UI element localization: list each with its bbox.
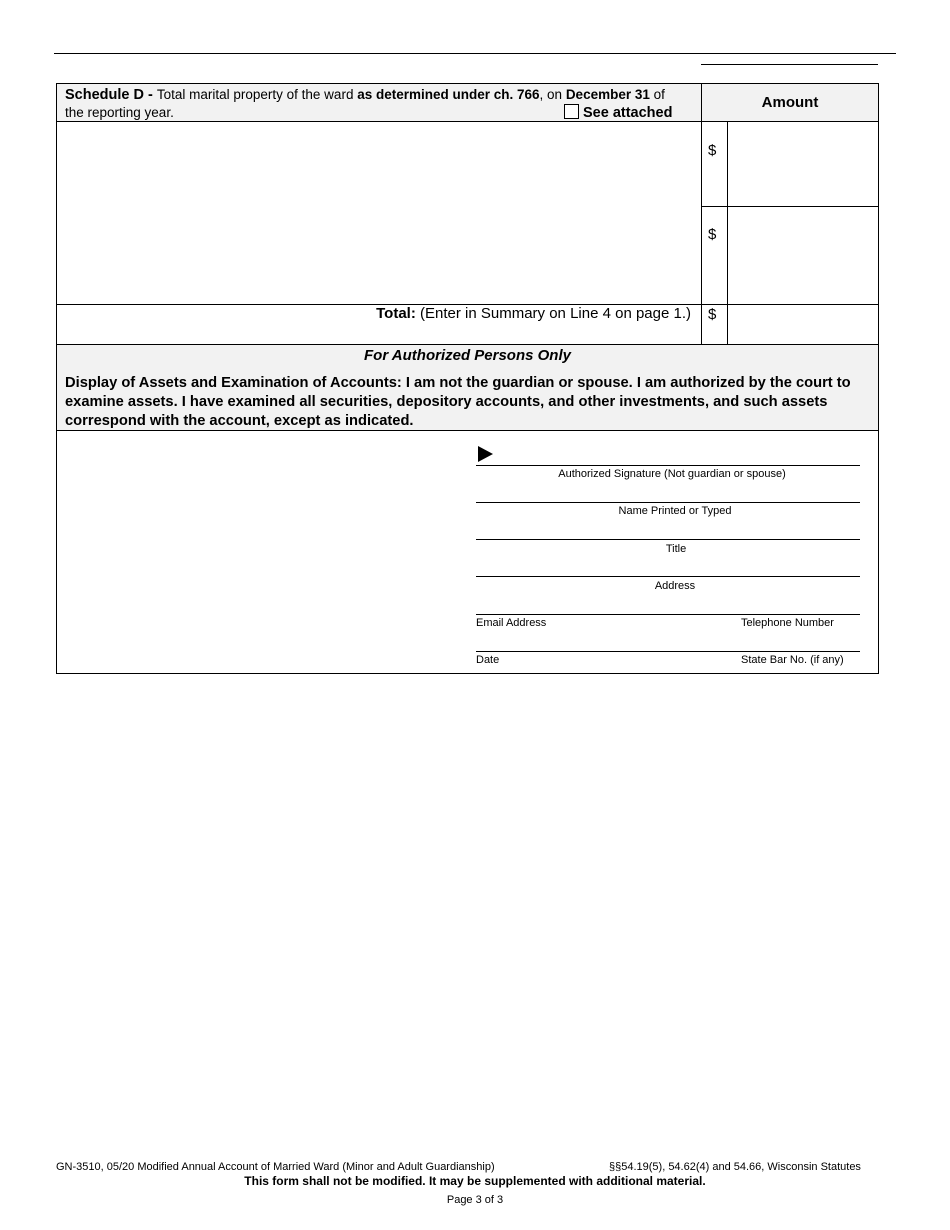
desc-text-2: , on bbox=[539, 87, 566, 102]
amount-column-divider bbox=[701, 83, 702, 345]
email-phone-line[interactable] bbox=[476, 614, 860, 615]
address-line[interactable] bbox=[476, 576, 860, 577]
schedule-d-label: Schedule D - bbox=[65, 87, 157, 103]
form-id: GN-3510, 05/20 Modified Annual Account of Married Ward (Minor and Adult Guardianship) bbox=[56, 1161, 495, 1173]
see-attached-checkbox[interactable] bbox=[564, 104, 579, 119]
dollar-sign: $ bbox=[708, 226, 717, 243]
email-label: Email Address bbox=[476, 617, 547, 629]
authorized-statement: Display of Assets and Examination of Accounts: I am not the guardian or spouse. I am authorized by the court to examine assets. I have examined all securities, depository accounts, and other investments, and such assets correspond with the account, except as indicated. bbox=[65, 375, 851, 429]
total-label bbox=[57, 305, 691, 322]
statutes: §§54.19(5), 54.62(4) and 54.66, Wisconsin Statutes bbox=[609, 1161, 861, 1173]
amount-field-1[interactable] bbox=[728, 122, 878, 206]
total-note: (Enter in Summary on Line 4 on page 1.) bbox=[415, 305, 691, 322]
see-attached-option[interactable] bbox=[564, 104, 672, 121]
see-attached-label: See attached bbox=[583, 105, 673, 121]
title-line[interactable] bbox=[476, 539, 860, 540]
total-amount-field[interactable] bbox=[728, 305, 878, 344]
total-label-bold: Total: bbox=[376, 305, 416, 322]
dollar-sign: $ bbox=[708, 142, 717, 159]
phone-label: Telephone Number bbox=[741, 617, 834, 629]
top-rule bbox=[54, 53, 896, 54]
bar-number-label: State Bar No. (if any) bbox=[741, 654, 844, 666]
date-label: Date bbox=[476, 654, 500, 666]
desc-line-2: the reporting year. bbox=[65, 105, 174, 120]
page-number: Page 3 of 3 bbox=[446, 1194, 504, 1206]
case-number-line bbox=[701, 64, 878, 65]
desc-bold-1: as determined under ch. 766 bbox=[357, 87, 540, 102]
name-label: Name Printed or Typed bbox=[618, 505, 732, 517]
amount-header: Amount bbox=[761, 94, 819, 111]
desc-text-3: of bbox=[649, 87, 665, 102]
footer-notice: This form shall not be modified. It may be supplemented with additional material. bbox=[244, 1174, 706, 1188]
title-label: Title bbox=[665, 543, 687, 555]
amount-field-2[interactable] bbox=[728, 207, 878, 304]
date-bar-line[interactable] bbox=[476, 651, 860, 652]
arrow-icon bbox=[478, 446, 493, 462]
address-label: Address bbox=[654, 580, 696, 592]
schedule-d-items-field[interactable] bbox=[57, 122, 700, 304]
dollar-sign: $ bbox=[708, 306, 717, 323]
desc-bold-2: December 31 bbox=[565, 87, 650, 102]
signature-label: Authorized Signature (Not guardian or spouse) bbox=[558, 468, 786, 480]
desc-text-1: Total marital property of the ward bbox=[156, 87, 358, 102]
name-line[interactable] bbox=[476, 502, 860, 503]
authorized-heading: For Authorized Persons Only bbox=[364, 347, 571, 364]
signature-line[interactable] bbox=[476, 465, 860, 466]
